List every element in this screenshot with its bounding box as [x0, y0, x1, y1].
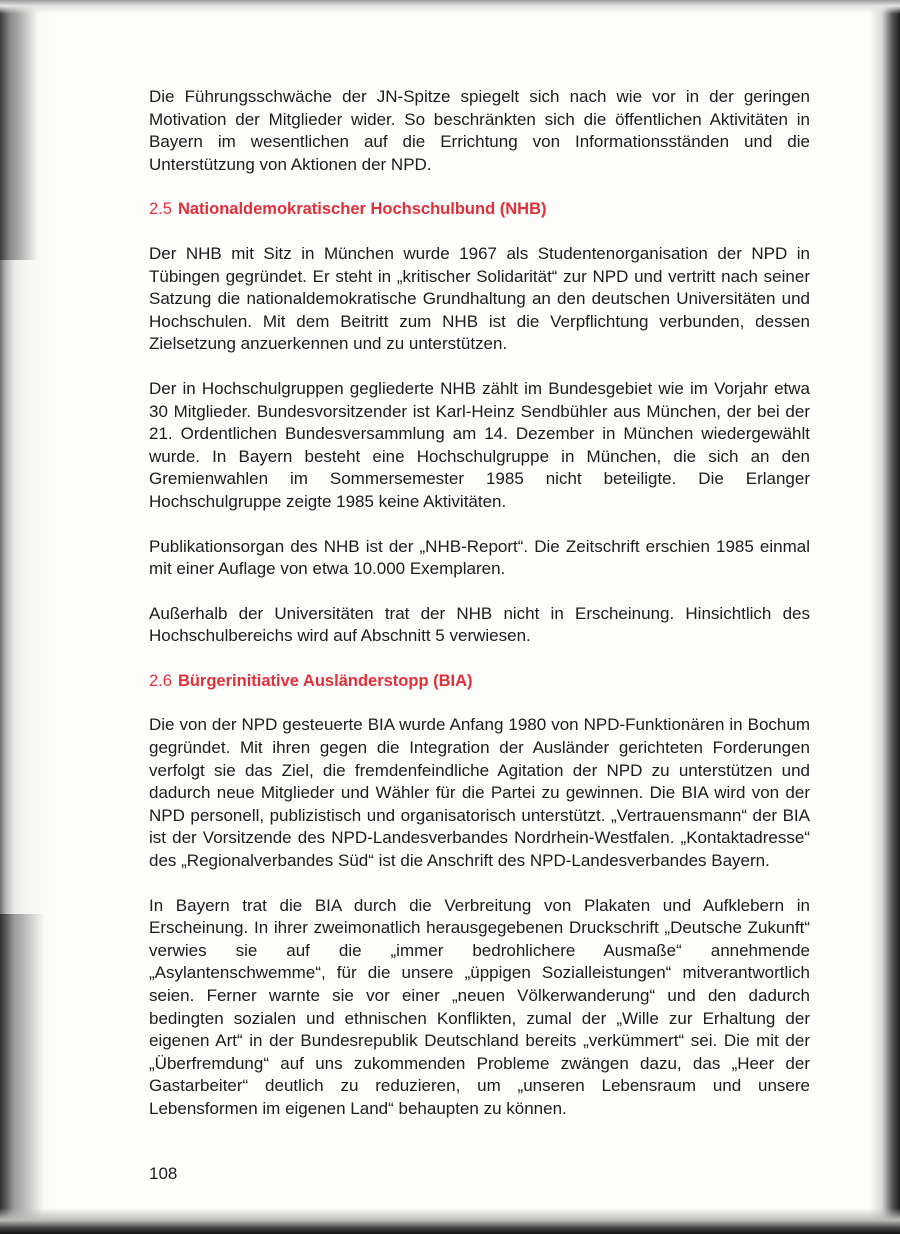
page-edge-top: [0, 0, 900, 14]
section-title: Bürgerinitiative Ausländerstopp (BIA): [177, 671, 473, 690]
bia-paragraph-2: In Bayern trat die BIA durch die Verbreitung von Plakaten und Aufklebern in Erscheinung. In ihrer zweimonatlich herausgegebenen Druckschrift „Deutsche Zukunft“ verwies sie auf die „immer bedrohlichere Ausmaße“ annehmende „Asylantenschwemme“, für die unsere „üppigen Sozialleistungen“ mitverantwortlich seien. Ferner warnte sie vor einer „neuen Völkerwanderung“ und den dadurch bedingten sozialen und ethnischen Konflikten, zumal der „Wille zur Erhaltung der eigenen Art“ in der Bundesrepublik Deutschland bereits „verkümmert“ sei. Die mit der „Überfremdung“ auf uns zukommenden Probleme zwängen dazu, das „Heer der Gastarbeiter“ deutlich zu reduzieren, um „unseren Lebensraum und unsere Lebensformen im eigenen Land“ behaupten zu können.: [149, 895, 810, 1118]
section-number: 2.5: [149, 200, 172, 219]
nhb-paragraph-4: Außerhalb der Universitäten trat der NHB nicht in Erscheinung. Hinsichtlich des Hochschulbereichs wird auf Abschnitt 5 verwiesen.: [149, 603, 810, 646]
page-body: [149, 86, 810, 1143]
page-number: 108: [149, 1164, 178, 1183]
bia-paragraph-1: Die von der NPD gesteuerte BIA wurde Anfang 1980 von NPD-Funktionären in Bochum gegründet. Mit ihren gegen die Integration der Ausländer gerichteten Forderungen verfolgt sie das Ziel, die fremdenfeindliche Agitation der NPD zu unterstützen und dadurch neue Mitglieder und Wähler für die Partei zu gewinnen. Die BIA wird von der NPD personell, publizistisch und organisatorisch unterstützt. „Vertrauensmann“ der BIA ist der Vorsitzende des NPD-Landesverbandes Nordrhein-Westfalen. „Kontaktadresse“ des „Regionalverbandes Süd“ ist die Anschrift des NPD-Landesverbandes Bayern.: [149, 715, 810, 871]
page-edge-left-shadow-top: [0, 0, 38, 260]
nhb-paragraph-2: Der in Hochschulgruppen gegliederte NHB zählt im Bundesgebiet wie im Vorjahr etwa 30 Mitglieder. Bundesvorsitzender ist Karl-Heinz Sendbühler aus München, der bei der 21. Ordentlichen Bundesversammlung am 14. Dezember in München wiedergewählt wurde. In Bayern besteht eine Hochschulgruppe in München, die sich an den Gremienwahlen im Sommersemester 1985 nicht beteiligte. Die Erlanger Hochschulgruppe zeigte 1985 keine Aktivitäten.: [149, 378, 810, 511]
section-heading-nhb: [149, 198, 810, 221]
page-edge-bottom: [0, 1208, 900, 1234]
nhb-paragraph-1: Der NHB mit Sitz in München wurde 1967 als Studentenorganisation der NPD in Tübingen gegründet. Er steht in „kritischer Solidarität“ zur NPD und vertritt nach seiner Satzung die nationaldemokratische Grundhaltung an den deutschen Universitäten und Hochschulen. Mit dem Beitritt zum NHB ist die Verpflichtung verbunden, dessen Zielsetzung anzuerkennen und zu unterstützen.: [149, 243, 810, 354]
section-number: 2.6: [149, 671, 172, 690]
section-title: Nationaldemokratischer Hochschulbund (NHB): [177, 200, 547, 219]
intro-paragraph: Die Führungsschwäche der JN-Spitze spiegelt sich nach wie vor in der geringen Motivation der Mitglieder wider. So beschränkten sich die öffentlichen Aktivitäten in Bayern im wesentlichen auf die Errichtung von Informationsständen und die Unterstützung von Aktionen der NPD.: [149, 87, 810, 174]
section-heading-bia: [149, 670, 810, 693]
nhb-paragraph-3: Publikationsorgan des NHB ist der „NHB-Report“. Die Zeitschrift erschien 1985 einmal mit einer Auflage von etwa 10.000 Exemplaren.: [149, 536, 810, 579]
page-edge-left-shadow-bottom: [0, 914, 44, 1234]
page-edge-right: [870, 0, 900, 1234]
